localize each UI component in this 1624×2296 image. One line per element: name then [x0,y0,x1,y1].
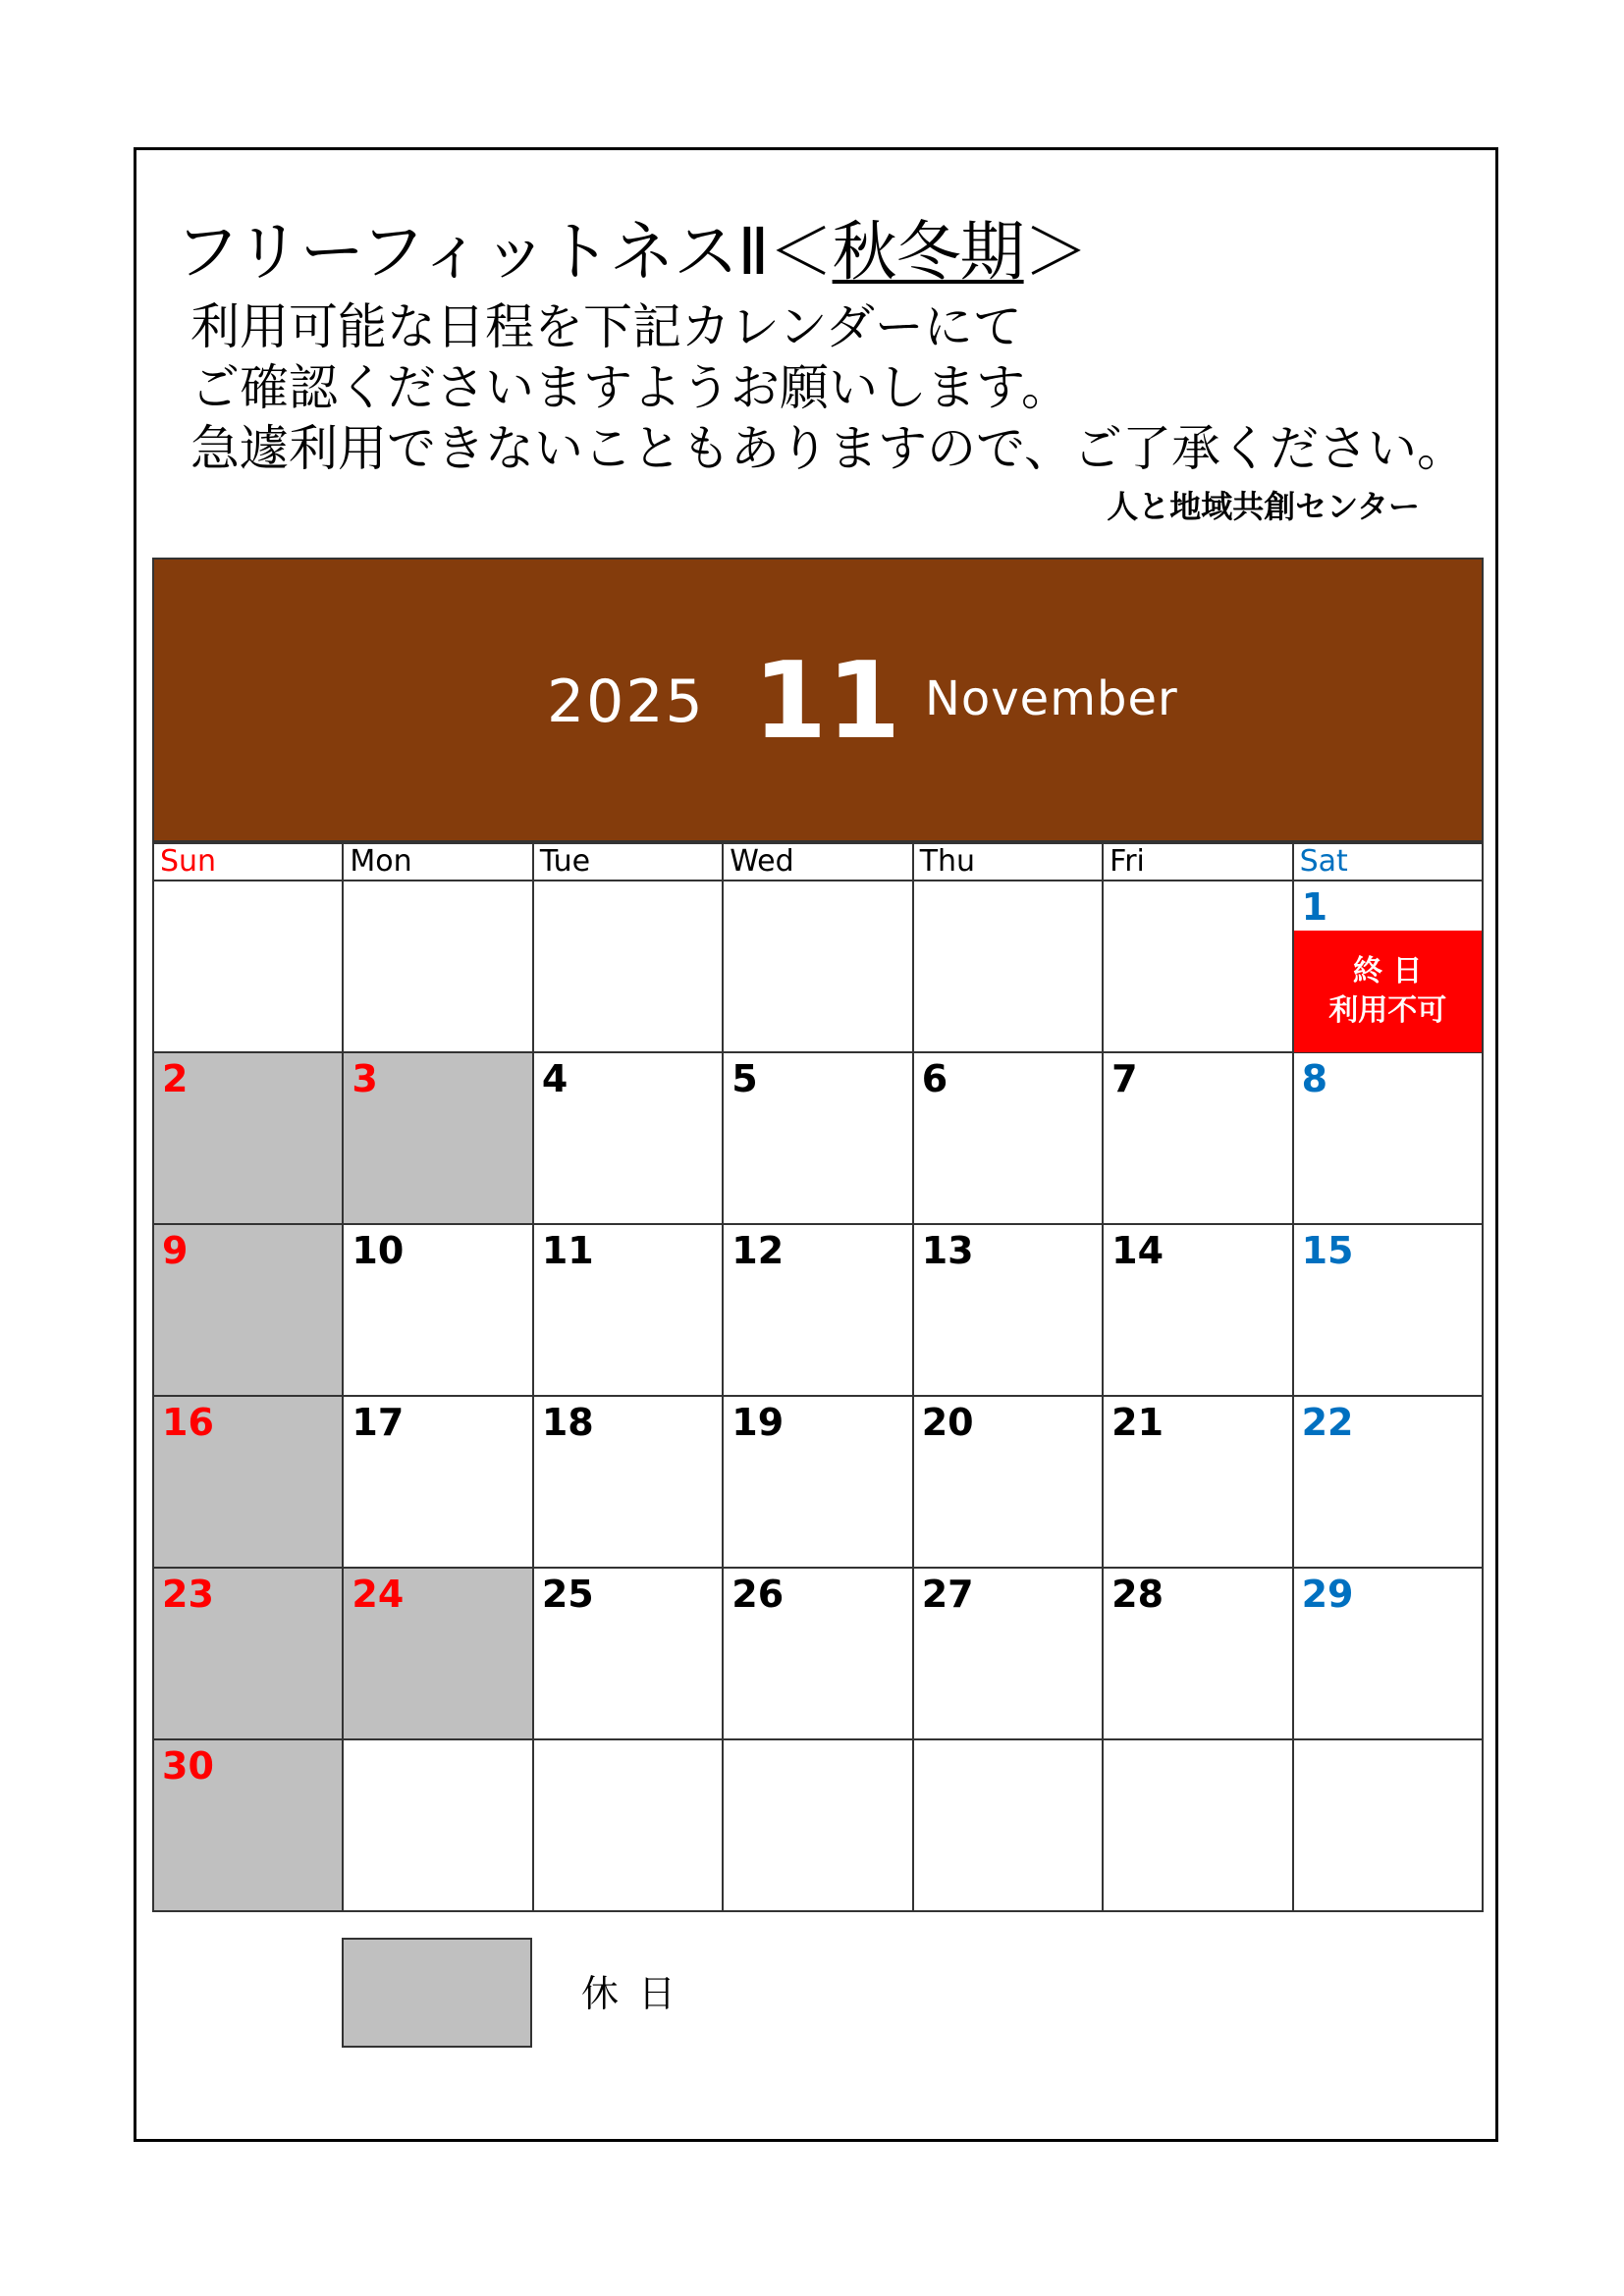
day-number: 9 [162,1229,189,1272]
day-cell [724,1053,913,1225]
weekday-header: Sat [1294,844,1484,881]
day-cell [344,1225,533,1397]
closed-all-day-badge [1294,931,1482,1052]
title-main: フリーフィットネスⅡ＜ [175,214,833,290]
day-cell [154,1569,344,1740]
empty-cell [534,1740,724,1912]
weekday-header: Sun [154,844,344,881]
day-number: 19 [731,1401,785,1444]
day-cell [154,1053,344,1225]
day-number: 20 [921,1401,974,1444]
day-number: 28 [1111,1573,1164,1616]
day-cell [724,1225,913,1397]
day-number: 16 [162,1401,214,1444]
day-cell [914,1053,1104,1225]
day-number: 7 [1111,1057,1138,1100]
day-number: 17 [352,1401,405,1444]
day-cell [534,1397,724,1569]
notice-line-1: 利用可能な日程を下記カレンダーにて [190,298,1022,355]
empty-cell [1104,881,1293,1053]
day-number: 10 [352,1229,405,1272]
day-number: 24 [352,1573,405,1616]
weekday-header: Fri [1104,844,1293,881]
empty-cell [1294,1740,1484,1912]
day-cell [914,1569,1104,1740]
day-number: 25 [541,1573,594,1616]
notice-line-2: ご確認くださいますようお願いします。 [190,359,1070,416]
day-number: 23 [162,1573,214,1616]
day-cell [1294,1053,1484,1225]
day-number: 27 [921,1573,974,1616]
day-number: 22 [1301,1401,1354,1444]
day-number: 11 [541,1229,594,1272]
day-number: 5 [731,1057,758,1100]
calendar [152,558,1484,1912]
day-number: 6 [921,1057,948,1100]
calendar-month-name: November [925,671,1178,726]
calendar-banner [152,558,1484,842]
title-end: ＞ [1023,214,1088,290]
day-number: 15 [1301,1229,1354,1272]
day-cell [1104,1225,1293,1397]
empty-cell [1104,1740,1293,1912]
legend-holiday-swatch [342,1938,532,2048]
day-cell [1104,1053,1293,1225]
day-number: 30 [162,1744,214,1788]
empty-cell [154,881,344,1053]
organization-name: 人と地域共創センター [1107,488,1420,525]
day-number: 29 [1301,1573,1354,1616]
day-number: 18 [541,1401,594,1444]
empty-cell [724,1740,913,1912]
day-number: 12 [731,1229,785,1272]
day-cell [724,1397,913,1569]
day-cell [1294,1225,1484,1397]
day-cell [1104,1397,1293,1569]
page-title [175,208,1088,296]
weekday-header: Wed [724,844,913,881]
calendar-month: 11 [753,640,901,763]
day-number: 3 [352,1057,378,1100]
closed-note-line-1: 終 日 [1353,954,1423,988]
day-cell [724,1569,913,1740]
empty-cell [914,1740,1104,1912]
day-cell [344,1397,533,1569]
day-number: 4 [541,1057,568,1100]
day-cell [534,1053,724,1225]
day-number: 1 [1301,885,1328,929]
title-accent: 秋冬期 [832,214,1024,290]
empty-cell [914,881,1104,1053]
calendar-grid [152,842,1484,1912]
day-number: 26 [731,1573,785,1616]
day-cell [154,1225,344,1397]
day-cell [154,1740,344,1912]
notice-line-3: 急遽利用できないこともありますので、ご了承ください。 [190,420,1466,477]
day-number: 14 [1111,1229,1164,1272]
day-cell [344,1053,533,1225]
empty-cell [344,881,533,1053]
day-number: 21 [1111,1401,1164,1444]
legend-holiday-label: 休日 [581,1972,696,2015]
weekday-header: Mon [344,844,533,881]
empty-cell [724,881,913,1053]
weekday-header: Thu [914,844,1104,881]
day-cell [344,1569,533,1740]
day-cell [914,1225,1104,1397]
weekday-header: Tue [534,844,724,881]
day-number: 8 [1301,1057,1328,1100]
day-cell [1294,881,1484,1053]
day-cell [534,1225,724,1397]
day-number: 2 [162,1057,189,1100]
day-cell [914,1397,1104,1569]
day-cell [154,1397,344,1569]
day-cell [1294,1569,1484,1740]
empty-cell [344,1740,533,1912]
day-number: 13 [921,1229,974,1272]
empty-cell [534,881,724,1053]
calendar-year: 2025 [547,667,705,736]
day-cell [1104,1569,1293,1740]
day-cell [1294,1397,1484,1569]
day-cell [534,1569,724,1740]
closed-note-line-2: 利用不可 [1328,993,1447,1028]
